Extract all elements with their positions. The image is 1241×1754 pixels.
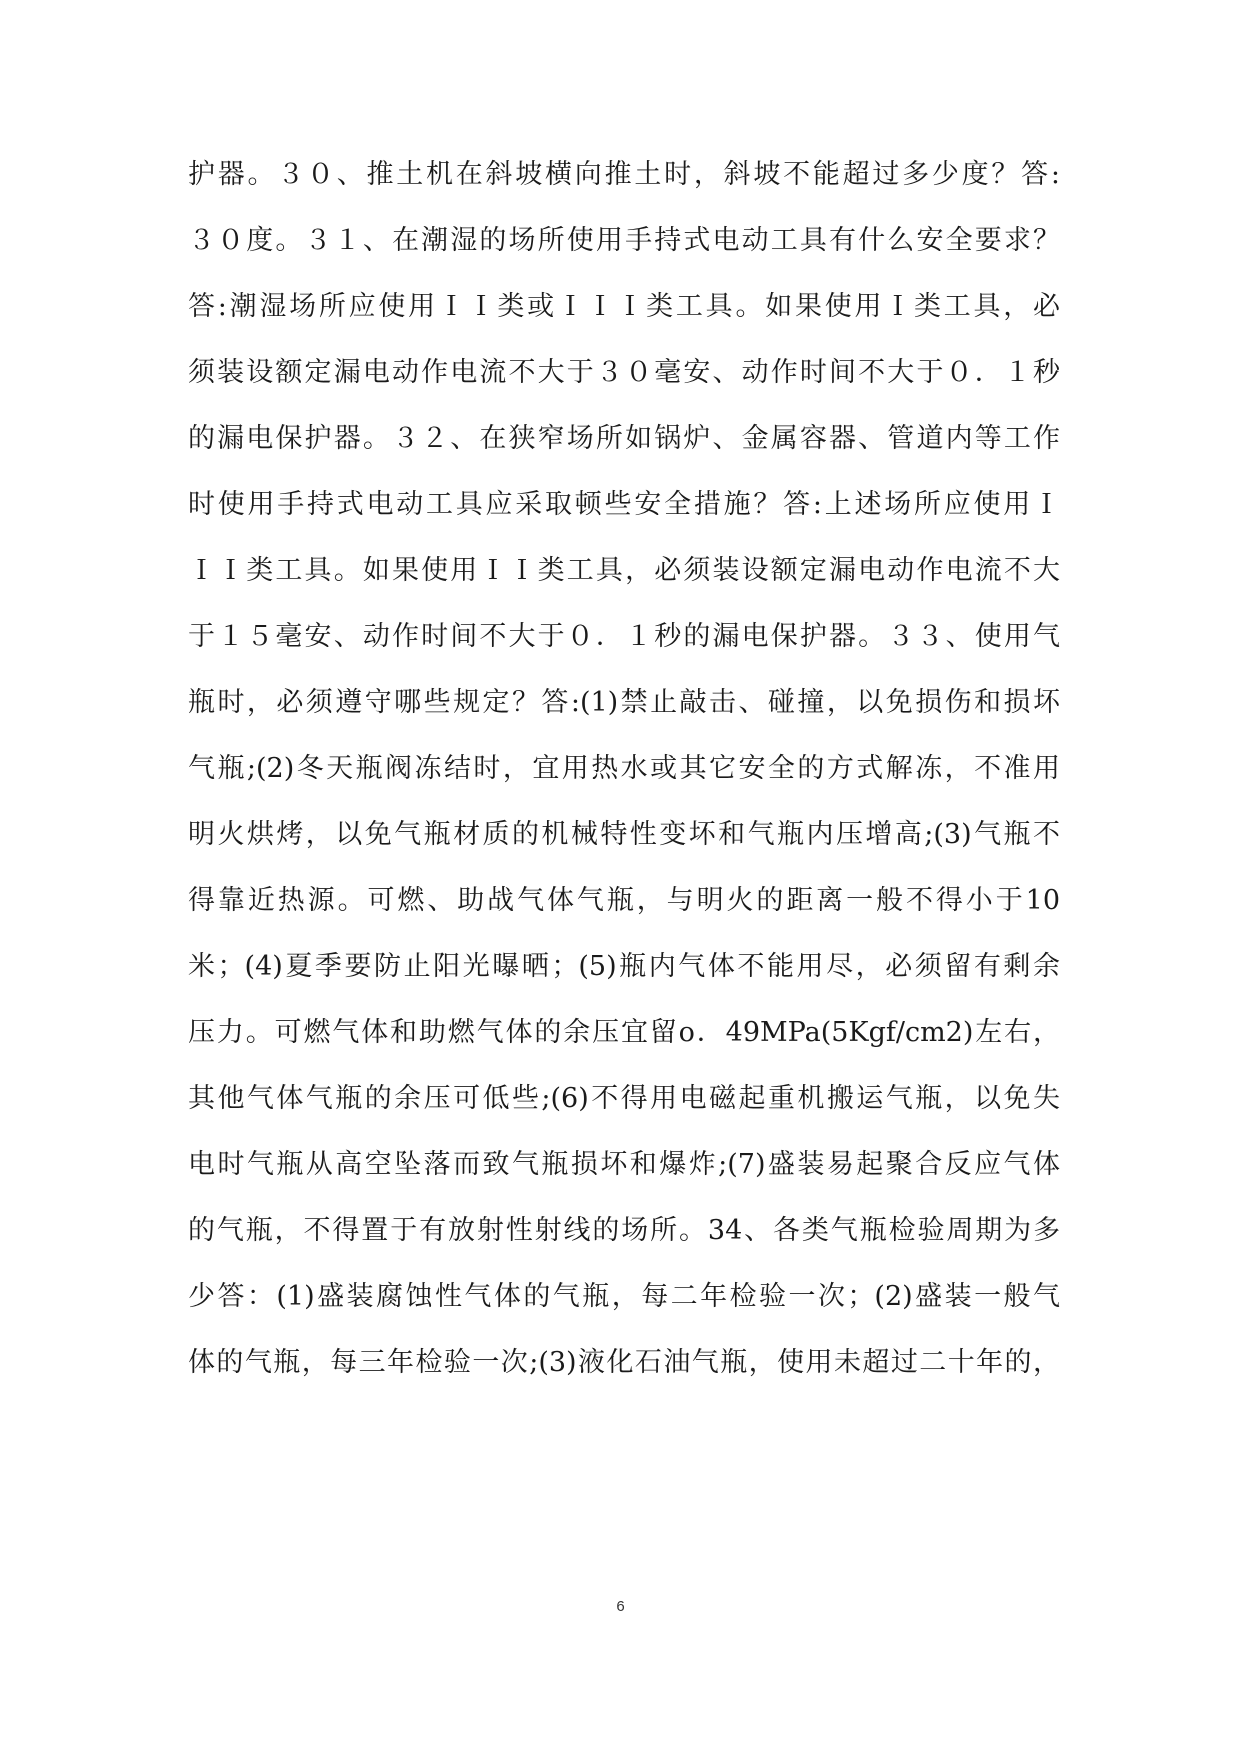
text-line: 时使用手持式电动工具应采取顿些安全措施？答:上述场所应使用Ｉ <box>188 489 1060 520</box>
text-line: 压力。可燃气体和助燃气体的余压宜留o．49MPa(5Kgf/cm2)左右， <box>188 1017 1060 1048</box>
text-line: 的漏电保护器。３２、在狭窄场所如锅炉、金属容器、管道内等工作 <box>188 423 1060 454</box>
text-line: 答:潮湿场所应使用ＩＩ类或ＩＩＩ类工具。如果使用Ｉ类工具，必 <box>188 291 1060 322</box>
text-line: 得靠近热源。可燃、助战气体气瓶，与明火的距离一般不得小于10 <box>188 885 1060 916</box>
text-line: 气瓶;(2)冬天瓶阀冻结时，宜用热水或其它安全的方式解冻，不准用 <box>188 753 1060 784</box>
text-line: 于１５毫安、动作时间不大于０．１秒的漏电保护器。３３、使用气 <box>188 621 1060 652</box>
text-line: 其他气体气瓶的余压可低些;(6)不得用电磁起重机搬运气瓶，以免失 <box>188 1083 1060 1114</box>
text-line: ＩＩ类工具。如果使用ＩＩ类工具，必须装设额定漏电动作电流不大 <box>188 555 1060 586</box>
text-line: 护器。３０、推土机在斜坡横向推土时，斜坡不能超过多少度？答: <box>188 159 1060 190</box>
text-line: 体的气瓶，每三年检验一次;(3)液化石油气瓶，使用未超过二十年的， <box>188 1347 1060 1378</box>
text-line: 米；(4)夏季要防止阳光曝晒；(5)瓶内气体不能用尽，必须留有剩余 <box>188 951 1060 982</box>
text-line: 少答：(1)盛装腐蚀性气体的气瓶，每二年检验一次；(2)盛装一般气 <box>188 1281 1060 1312</box>
text-line: 电时气瓶从高空坠落而致气瓶损坏和爆炸;(7)盛装易起聚合反应气体 <box>188 1149 1060 1180</box>
text-line: 须装设额定漏电动作电流不大于３０毫安、动作时间不大于０．１秒 <box>188 357 1060 388</box>
text-line: 明火烘烤，以免气瓶材质的机械特性变坏和气瓶内压增高;(3)气瓶不 <box>188 819 1060 850</box>
body-text <box>188 142 1060 1396</box>
page-number: 6 <box>616 1598 625 1615</box>
text-line: 的气瓶，不得置于有放射性射线的场所。34、各类气瓶检验周期为多 <box>188 1215 1060 1246</box>
text-line: 瓶时，必须遵守哪些规定？答:(1)禁止敲击、碰撞，以免损伤和损坏 <box>188 687 1060 718</box>
text-line: ３０度。３１、在潮湿的场所使用手持式电动工具有什么安全要求？ <box>188 225 1060 256</box>
